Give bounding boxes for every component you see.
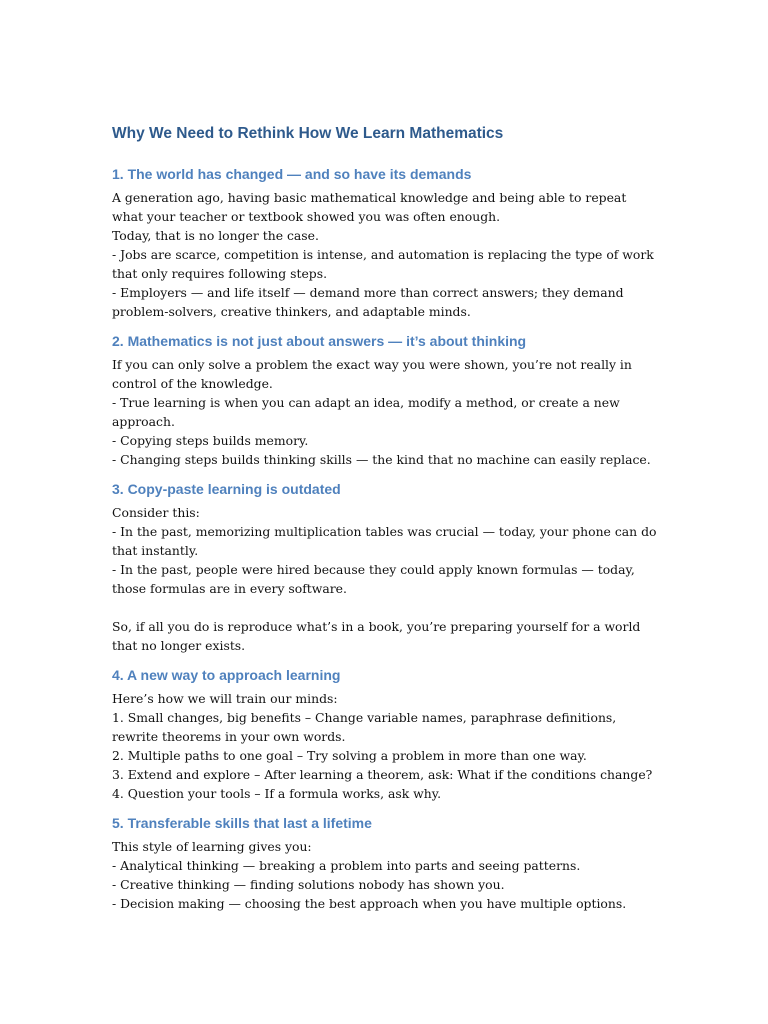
paragraph-line: - Decision making — choosing the best approach when you have multiple options. [112,896,627,911]
paragraph-line: - In the past, people were hired because they could apply known formulas — today, those formulas are in every software. [112,562,635,596]
paragraph-line: - Jobs are scarce, competition is intense, and automation is replacing the type of work that only requires following steps. [112,247,654,281]
document-title: Why We Need to Rethink How We Learn Mathematics [112,125,504,142]
paragraph-line: This style of learning gives you: [112,839,312,854]
paragraph-line: - True learning is when you can adapt an idea, modify a method, or create a new approach. [112,395,620,429]
paragraph-line: - Changing steps builds thinking skills — the kind that no machine can easily replace. [112,452,651,467]
paragraph-line: 3. Extend and explore – After learning a theorem, ask: What if the conditions change? [112,767,653,782]
paragraph-line: A generation ago, having basic mathematical knowledge and being able to repeat what your teacher or textbook showed you was often enough. [112,190,627,224]
paragraph-line: 1. Small changes, big benefits – Change variable names, paraphrase definitions, rewrite theorems in your own words. [112,710,617,744]
section-5 [112,814,660,913]
paragraph-line: - In the past, memorizing multiplication tables was crucial — today, your phone can do that instantly. [112,524,657,558]
section-3 [112,480,660,655]
paragraph-line: If you can only solve a problem the exact way you were shown, you’re not really in control of the knowledge. [112,357,632,391]
paragraph-line: 2. Multiple paths to one goal – Try solving a problem in more than one way. [112,748,587,763]
section-heading: 3. Copy-paste learning is outdated [112,481,341,497]
section-heading: 4. A new way to approach learning [112,667,341,683]
paragraph-line: 4. Question your tools – If a formula works, ask why. [112,786,442,801]
paragraph-line: - Copying steps builds memory. [112,433,309,448]
blank-line [112,598,660,617]
section-heading: 1. The world has changed — and so have its demands [112,166,472,182]
section-4 [112,666,660,803]
paragraph-line: - Employers — and life itself — demand more than correct answers; they demand problem-solvers, creative thinkers, and adaptable minds. [112,285,624,319]
section-2 [112,332,660,469]
paragraph-line: Consider this: [112,505,200,520]
paragraph-line: - Creative thinking — finding solutions nobody has shown you. [112,877,505,892]
paragraph-line: Here’s how we will train our minds: [112,691,338,706]
section-heading: 5. Transferable skills that last a lifetime [112,815,372,831]
section-1 [112,165,660,321]
section-heading: 2. Mathematics is not just about answers — it’s about thinking [112,333,527,349]
paragraph-line: So, if all you do is reproduce what’s in a book, you’re preparing yourself for a world that no longer exists. [112,619,641,653]
paragraph-line: Today, that is no longer the case. [112,228,319,243]
paragraph-line: - Analytical thinking — breaking a problem into parts and seeing patterns. [112,858,581,873]
document-page [112,124,660,924]
